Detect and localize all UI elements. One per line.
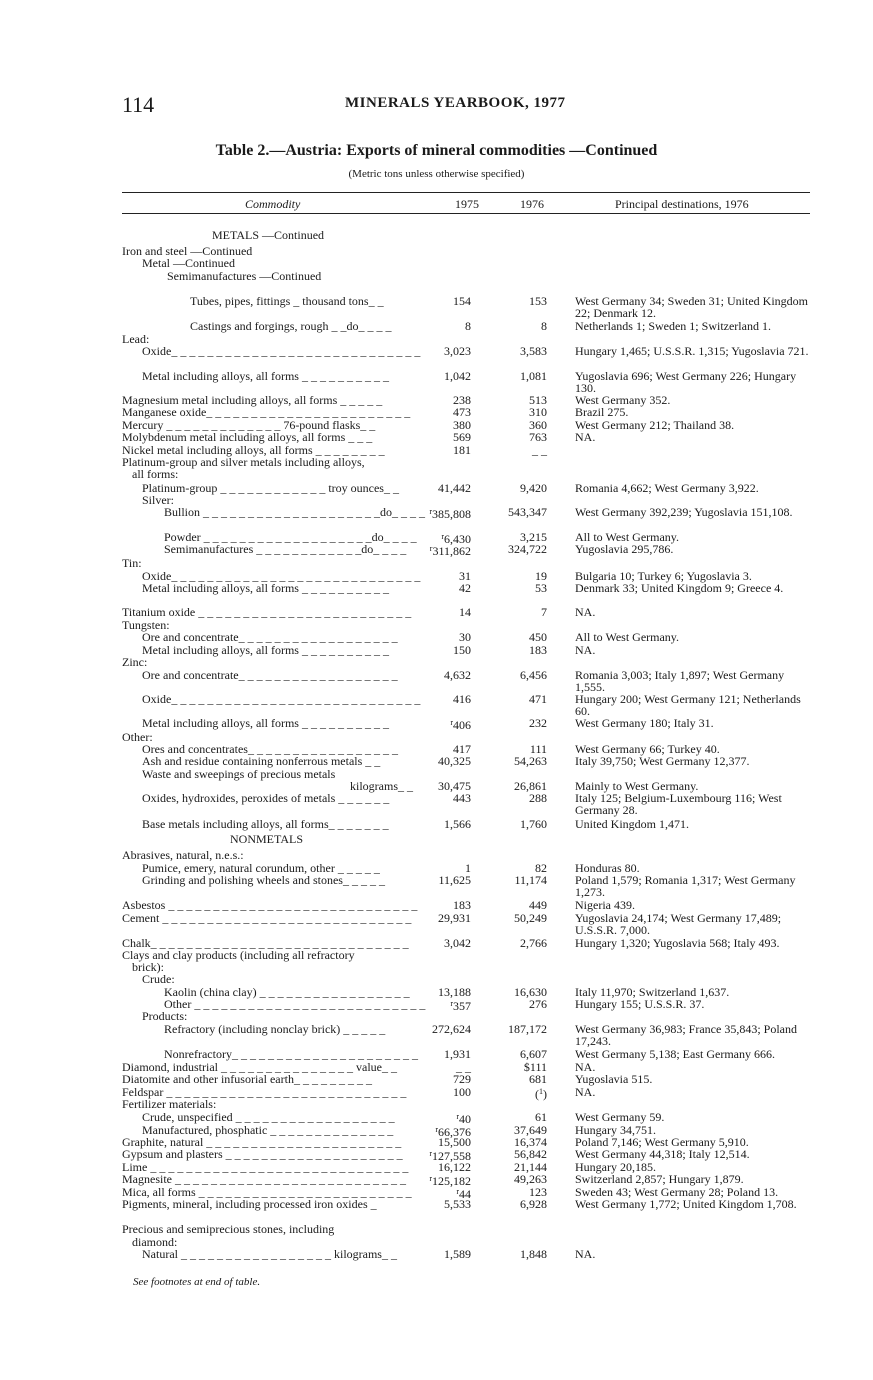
value-1975-cell: 473 <box>453 405 471 419</box>
commodity-cell: Refractory (including nonclay brick) _ _ _ _ _ <box>164 1022 386 1036</box>
value-1976-cell: 8 <box>541 319 547 333</box>
commodity-cell: all forms: <box>132 467 179 481</box>
commodity-cell: Semimanufactures —Continued <box>167 269 322 283</box>
commodity-cell: Precious and semiprecious stones, including <box>122 1222 335 1236</box>
value-1976-cell: 471 <box>529 692 547 706</box>
footnote-note: See footnotes at end of table. <box>133 1276 261 1288</box>
commodity-cell: Semimanufactures _ _ _ _ _ _ _ _ _ _ _ _do_ _ _ _ <box>164 542 407 556</box>
page-number: 114 <box>122 92 155 117</box>
value-1976-cell: 543,347 <box>508 505 547 519</box>
value-1975-cell: 42 <box>459 581 471 595</box>
destinations-cell: Hungary 155; U.S.S.R. 37. <box>575 997 705 1011</box>
commodity-cell: Platinum-group _ _ _ _ _ _ _ _ _ _ _ _ troy ounces_ _ <box>142 481 399 495</box>
value-1975-cell: 30,475 <box>438 779 471 793</box>
destinations-cell: Yugoslavia 295,786. <box>575 542 674 556</box>
destinations-cell: Denmark 33; United Kingdom 9; Greece 4. <box>575 581 784 595</box>
value-1975-cell: 238 <box>453 393 471 407</box>
commodity-cell: Fertilizer materials: <box>122 1097 217 1111</box>
value-1976-cell: 324,722 <box>508 542 547 556</box>
destinations-cell: Hungary 1,465; U.S.S.R. 1,315; Yugoslavia 721. <box>575 344 809 358</box>
commodity-cell: Gypsum and plasters _ _ _ _ _ _ _ _ _ _ _ _ _ _ _ _ _ _ _ _ <box>122 1147 403 1161</box>
commodity-cell: Ore and concentrate_ _ _ _ _ _ _ _ _ _ _ _ _ _ _ _ _ _ <box>142 668 398 682</box>
value-1976-cell: 37,649 <box>514 1123 547 1137</box>
value-1975-cell: 30 <box>459 630 471 644</box>
value-1976-cell: 1,760 <box>520 817 547 831</box>
commodity-cell: Castings and forgings, rough _ _do_ _ _ _ <box>190 319 392 333</box>
destinations-cell: West Germany 66; Turkey 40. <box>575 742 720 756</box>
commodity-cell: Clays and clay products (including all refractory <box>122 948 355 962</box>
value-1975-cell: 1,589 <box>444 1247 471 1261</box>
destinations-cell: West Germany 59. <box>575 1110 665 1124</box>
value-1976-cell: 3,215 <box>520 530 547 544</box>
commodity-cell: Chalk_ _ _ _ _ _ _ _ _ _ _ _ _ _ _ _ _ _ _ _ _ _ _ _ _ _ _ _ _ <box>122 936 409 950</box>
value-1975-cell: $^r$44 <box>456 1187 471 1201</box>
value-1975-cell: 29,931 <box>438 911 471 925</box>
destinations-cell: Honduras 80. <box>575 861 640 875</box>
value-1976-cell: 513 <box>529 393 547 407</box>
value-1975-cell: 14 <box>459 605 471 619</box>
value-1976-cell: 449 <box>529 898 547 912</box>
commodity-cell: Nonrefractory_ _ _ _ _ _ _ _ _ _ _ _ _ _ _ _ _ _ _ _ _ <box>164 1047 418 1061</box>
destinations-cell: NA. <box>575 1247 596 1261</box>
commodity-cell: Crude: <box>142 972 175 986</box>
value-1976-cell: 6,928 <box>520 1197 547 1211</box>
destinations-cell: Switzerland 2,857; Hungary 1,879. <box>575 1172 744 1186</box>
value-1975-cell: $^r$40 <box>456 1112 471 1126</box>
destinations-cell: West Germany 180; Italy 31. <box>575 716 714 730</box>
commodity-cell: Diatomite and other infusorial earth_ _ _ _ _ _ _ _ _ <box>122 1072 372 1086</box>
value-1976-cell: 232 <box>529 716 547 730</box>
destinations-cell: Hungary 20,185. <box>575 1160 656 1174</box>
destinations-cell: Romania 4,662; West Germany 3,922. <box>575 481 759 495</box>
value-1976-cell: 16,374 <box>514 1135 547 1149</box>
table-title: Table 2.—Austria: Exports of mineral commodities —Continued <box>215 142 658 159</box>
commodity-cell: Titanium oxide _ _ _ _ _ _ _ _ _ _ _ _ _ _ _ _ _ _ _ _ _ _ _ _ <box>122 605 412 619</box>
destinations-cell: Italy 39,750; West Germany 12,377. <box>575 754 750 768</box>
commodity-cell: Tin: <box>122 556 142 570</box>
value-1976-cell: 111 <box>529 742 547 756</box>
value-1975-cell: 1 <box>465 861 471 875</box>
commodity-cell: Base metals including alloys, all forms_ _ _ _ _ _ _ <box>142 817 389 831</box>
destinations-cell: Yugoslavia 24,174; West Germany 17,489; U.S.S.R. 7,000. <box>575 911 782 937</box>
commodity-cell: diamond: <box>132 1235 178 1249</box>
value-1975-cell: 154 <box>453 294 471 308</box>
commodity-cell: Oxide_ _ _ _ _ _ _ _ _ _ _ _ _ _ _ _ _ _ _ _ _ _ _ _ _ _ _ _ <box>142 569 421 583</box>
commodity-cell: Iron and steel —Continued <box>122 244 253 258</box>
value-1975-cell: $^r$406 <box>450 718 471 732</box>
commodity-cell: Magnesite _ _ _ _ _ _ _ _ _ _ _ _ _ _ _ _ _ _ _ _ _ _ _ _ _ _ <box>122 1172 406 1186</box>
destinations-cell: NA. <box>575 1060 596 1074</box>
value-1975-cell: $^r$125,182 <box>429 1174 471 1188</box>
value-1976-cell: 310 <box>529 405 547 419</box>
col-header-1976: 1976 <box>520 197 544 211</box>
destinations-cell: West Germany 212; Thailand 38. <box>575 418 735 432</box>
value-1975-cell: $^r$311,862 <box>429 544 471 558</box>
value-1975-cell: 380 <box>453 418 471 432</box>
value-1975-cell: 569 <box>453 430 471 444</box>
value-1976-cell: 11,174 <box>514 873 547 887</box>
destinations-cell: Hungary 1,320; Yugoslavia 568; Italy 493. <box>575 936 780 950</box>
value-1976-cell: 56,842 <box>514 1147 547 1161</box>
destinations-cell: NA. <box>575 605 596 619</box>
destinations-cell: West Germany 352. <box>575 393 671 407</box>
value-1976-cell: 6,456 <box>520 668 547 682</box>
running-head: MINERALS YEARBOOK, 1977 <box>345 95 566 111</box>
commodity-cell: Cement _ _ _ _ _ _ _ _ _ _ _ _ _ _ _ _ _ _ _ _ _ _ _ _ _ _ _ _ <box>122 911 412 925</box>
value-1976-cell: 54,263 <box>514 754 547 768</box>
destinations-cell: West Germany 5,138; East Germany 666. <box>575 1047 775 1061</box>
commodity-cell: Feldspar _ _ _ _ _ _ _ _ _ _ _ _ _ _ _ _ _ _ _ _ _ _ _ _ _ _ _ <box>122 1085 407 1099</box>
value-1976-cell: 183 <box>529 643 547 657</box>
value-1976-cell: 82 <box>535 861 547 875</box>
value-1975-cell: 31 <box>459 569 471 583</box>
value-1976-cell: 16,630 <box>514 985 547 999</box>
value-1975-cell: 150 <box>453 643 471 657</box>
destinations-cell: NA. <box>575 430 596 444</box>
destinations-cell: Romania 3,003; Italy 1,897; West Germany 1,555. <box>575 668 785 694</box>
destinations-cell: All to West Germany. <box>575 630 680 644</box>
destinations-cell: Nigeria 439. <box>575 898 635 912</box>
commodity-cell: Metal including alloys, all forms _ _ _ _ _ _ _ _ _ _ <box>142 581 389 595</box>
destinations-cell: NA. <box>575 1085 596 1099</box>
section-heading: METALS —Continued <box>212 228 325 242</box>
commodity-cell: Crude, unspecified _ _ _ _ _ _ _ _ _ _ _ _ _ _ _ _ _ _ <box>142 1110 395 1124</box>
destinations-cell: Netherlands 1; Sweden 1; Switzerland 1. <box>575 319 771 333</box>
value-1975-cell: 5,533 <box>444 1197 471 1211</box>
value-1975-cell: _ _ <box>456 1060 471 1074</box>
commodity-cell: Pigments, mineral, including processed iron oxides _ <box>122 1197 377 1211</box>
value-1975-cell: $^r$6,430 <box>441 532 471 546</box>
destinations-cell: West Germany 36,983; France 35,843; Poland 17,243. <box>575 1022 797 1048</box>
commodity-cell: Metal including alloys, all forms _ _ _ _ _ _ _ _ _ _ <box>142 716 389 730</box>
commodity-cell: Metal —Continued <box>142 256 235 270</box>
value-1976-cell: ($^1$) <box>535 1087 547 1101</box>
value-1976-cell: 6,607 <box>520 1047 547 1061</box>
value-1975-cell: $^r$385,808 <box>429 507 471 521</box>
value-1975-cell: 416 <box>453 692 471 706</box>
value-1976-cell: 1,081 <box>520 369 547 383</box>
value-1976-cell: 21,144 <box>514 1160 547 1174</box>
value-1975-cell: 11,625 <box>438 873 471 887</box>
commodity-cell: Lime _ _ _ _ _ _ _ _ _ _ _ _ _ _ _ _ _ _ _ _ _ _ _ _ _ _ _ _ _ <box>122 1160 409 1174</box>
value-1975-cell: 41,442 <box>438 481 471 495</box>
value-1975-cell: 15,500 <box>438 1135 471 1149</box>
commodity-cell: Lead: <box>122 332 150 346</box>
commodity-cell: Grinding and polishing wheels and stones_ _ _ _ _ <box>142 873 385 887</box>
col-header-commodity: Commodity <box>245 197 301 211</box>
commodity-cell: Bullion _ _ _ _ _ _ _ _ _ _ _ _ _ _ _ _ _ _ _ _do_ _ _ _ <box>164 505 426 519</box>
value-1975-cell: 729 <box>453 1072 471 1086</box>
section-heading: NONMETALS <box>230 832 304 846</box>
commodity-cell: Oxide_ _ _ _ _ _ _ _ _ _ _ _ _ _ _ _ _ _ _ _ _ _ _ _ _ _ _ _ <box>142 344 421 358</box>
commodity-cell: Magnesium metal including alloys, all forms _ _ _ _ _ <box>122 393 383 407</box>
commodity-cell: Nickel metal including alloys, all forms _ _ _ _ _ _ _ _ <box>122 443 385 457</box>
commodity-cell: Diamond, industrial _ _ _ _ _ _ _ _ _ _ _ _ _ _ _ value_ _ <box>122 1060 397 1074</box>
commodity-cell: Powder _ _ _ _ _ _ _ _ _ _ _ _ _ _ _ _ _ _ _do_ _ _ _ <box>164 530 417 544</box>
value-1976-cell: 1,848 <box>520 1247 547 1261</box>
value-1975-cell: 8 <box>465 319 471 333</box>
header-rule-top <box>122 192 810 193</box>
value-1975-cell: $^r$127,558 <box>429 1149 471 1163</box>
commodity-cell: Pumice, emery, natural corundum, other _ _ _ _ _ <box>142 861 380 875</box>
value-1975-cell: 3,042 <box>444 936 471 950</box>
destinations-cell: Yugoslavia 515. <box>575 1072 653 1086</box>
value-1976-cell: 763 <box>529 430 547 444</box>
value-1975-cell: 1,042 <box>444 369 471 383</box>
commodity-cell: Ash and residue containing nonferrous metals _ _ <box>142 754 381 768</box>
value-1975-cell: $^r$66,376 <box>435 1125 471 1139</box>
commodity-cell: Graphite, natural _ _ _ _ _ _ _ _ _ _ _ _ _ _ _ _ _ _ _ _ _ _ <box>122 1135 402 1149</box>
commodity-cell: brick): <box>132 960 164 974</box>
value-1975-cell: 16,122 <box>438 1160 471 1174</box>
value-1975-cell: 13,188 <box>438 985 471 999</box>
value-1976-cell: 19 <box>535 569 547 583</box>
value-1976-cell: 450 <box>529 630 547 644</box>
destinations-cell: Sweden 43; West Germany 28; Poland 13. <box>575 1185 779 1199</box>
value-1976-cell: 3,583 <box>520 344 547 358</box>
commodity-cell: Manganese oxide_ _ _ _ _ _ _ _ _ _ _ _ _ _ _ _ _ _ _ _ _ _ _ <box>122 405 411 419</box>
destinations-cell: All to West Germany. <box>575 530 680 544</box>
destinations-cell: Mainly to West Germany. <box>575 779 699 793</box>
value-1975-cell: 100 <box>453 1085 471 1099</box>
destinations-cell: West Germany 34; Sweden 31; United Kingdom 22; Denmark 12. <box>575 294 808 320</box>
commodity-cell: Platinum-group and silver metals including alloys, <box>122 455 365 469</box>
commodity-cell: Waste and sweepings of precious metals <box>142 767 336 781</box>
commodity-cell: Ores and concentrates_ _ _ _ _ _ _ _ _ _ _ _ _ _ _ _ _ <box>142 742 398 756</box>
destinations-cell: Italy 125; Belgium-Luxembourg 116; West Germany 28. <box>575 791 782 817</box>
commodity-cell: Oxides, hydroxides, peroxides of metals _ _ _ _ _ _ <box>142 791 390 805</box>
commodity-cell: Silver: <box>142 493 174 507</box>
destinations-cell: Yugoslavia 696; West Germany 226; Hungary 130. <box>575 369 797 395</box>
destinations-cell: Hungary 34,751. <box>575 1123 656 1137</box>
value-1975-cell: 4,632 <box>444 668 471 682</box>
commodity-cell: kilograms_ _ <box>350 779 413 793</box>
commodity-cell: Zinc: <box>122 655 148 669</box>
value-1975-cell: 40,325 <box>438 754 471 768</box>
commodity-cell: Kaolin (china clay) _ _ _ _ _ _ _ _ _ _ _ _ _ _ _ _ _ <box>164 985 410 999</box>
destinations-cell: Poland 7,146; West Germany 5,910. <box>575 1135 749 1149</box>
destinations-cell: Brazil 275. <box>575 405 629 419</box>
destinations-cell: Bulgaria 10; Turkey 6; Yugoslavia 3. <box>575 569 752 583</box>
commodity-cell: Metal including alloys, all forms _ _ _ _ _ _ _ _ _ _ <box>142 369 389 383</box>
value-1975-cell: 1,931 <box>444 1047 471 1061</box>
commodity-cell: Molybdenum metal including alloys, all forms _ _ _ <box>122 430 373 444</box>
value-1976-cell: 26,861 <box>514 779 547 793</box>
value-1975-cell: 1,566 <box>444 817 471 831</box>
value-1976-cell: 153 <box>529 294 547 308</box>
commodity-cell: Tungsten: <box>122 618 170 632</box>
value-1975-cell: 183 <box>453 898 471 912</box>
commodity-cell: Other: <box>122 730 153 744</box>
header-rule-bottom <box>122 213 810 214</box>
destinations-cell: West Germany 44,318; Italy 12,514. <box>575 1147 750 1161</box>
value-1976-cell: 53 <box>535 581 547 595</box>
commodity-cell: Mica, all forms _ _ _ _ _ _ _ _ _ _ _ _ _ _ _ _ _ _ _ _ _ _ _ _ <box>122 1185 412 1199</box>
value-1976-cell: 7 <box>541 605 547 619</box>
value-1976-cell: 681 <box>529 1072 547 1086</box>
value-1976-cell: 276 <box>529 997 547 1011</box>
commodity-cell: Abrasives, natural, n.e.s.: <box>122 848 244 862</box>
destinations-cell: NA. <box>575 643 596 657</box>
commodity-cell: Metal including alloys, all forms _ _ _ _ _ _ _ _ _ _ <box>142 643 389 657</box>
value-1976-cell: 49,263 <box>514 1172 547 1186</box>
value-1976-cell: 360 <box>529 418 547 432</box>
value-1976-cell: $111 <box>523 1060 547 1074</box>
value-1976-cell: 2,766 <box>520 936 547 950</box>
commodity-cell: Other _ _ _ _ _ _ _ _ _ _ _ _ _ _ _ _ _ _ _ _ _ _ _ _ _ _ <box>164 997 426 1011</box>
commodity-cell: Manufactured, phosphatic _ _ _ _ _ _ _ _ _ _ _ _ _ _ <box>142 1123 394 1137</box>
value-1976-cell: 123 <box>529 1185 547 1199</box>
value-1976-cell: _ _ <box>532 443 547 457</box>
value-1975-cell: 272,624 <box>432 1022 471 1036</box>
commodity-cell: Asbestos _ _ _ _ _ _ _ _ _ _ _ _ _ _ _ _ _ _ _ _ _ _ _ _ _ _ _ _ <box>122 898 418 912</box>
commodity-cell: Products: <box>142 1009 188 1023</box>
destinations-cell: West Germany 392,239; Yugoslavia 151,108. <box>575 505 793 519</box>
value-1975-cell: 181 <box>453 443 471 457</box>
value-1976-cell: 50,249 <box>514 911 547 925</box>
commodity-cell: Natural _ _ _ _ _ _ _ _ _ _ _ _ _ _ _ _ _ kilograms_ _ <box>142 1247 397 1261</box>
commodity-cell: Tubes, pipes, fittings _ thousand tons_ _ <box>190 294 384 308</box>
table-subtitle: (Metric tons unless otherwise specified) <box>348 168 525 180</box>
value-1976-cell: 61 <box>535 1110 547 1124</box>
destinations-cell: United Kingdom 1,471. <box>575 817 689 831</box>
value-1975-cell: 443 <box>453 791 471 805</box>
value-1975-cell: $^r$357 <box>450 999 471 1013</box>
value-1976-cell: 288 <box>529 791 547 805</box>
destinations-cell: West Germany 1,772; United Kingdom 1,708. <box>575 1197 797 1211</box>
col-header-destinations: Principal destinations, 1976 <box>615 197 749 211</box>
value-1976-cell: 187,172 <box>508 1022 547 1036</box>
commodity-cell: Ore and concentrate_ _ _ _ _ _ _ _ _ _ _ _ _ _ _ _ _ _ <box>142 630 398 644</box>
destinations-cell: Italy 11,970; Switzerland 1,637. <box>575 985 730 999</box>
value-1975-cell: 3,023 <box>444 344 471 358</box>
commodity-cell: Mercury _ _ _ _ _ _ _ _ _ _ _ _ _ 76-pound flasks_ _ <box>122 418 376 432</box>
destinations-cell: Poland 1,579; Romania 1,317; West Germany 1,273. <box>575 873 796 899</box>
destinations-cell: Hungary 200; West Germany 121; Netherlands 60. <box>575 692 801 718</box>
col-header-1975: 1975 <box>455 197 479 211</box>
value-1976-cell: 9,420 <box>520 481 547 495</box>
commodity-cell: Oxide_ _ _ _ _ _ _ _ _ _ _ _ _ _ _ _ _ _ _ _ _ _ _ _ _ _ _ _ <box>142 692 421 706</box>
value-1975-cell: 417 <box>453 742 471 756</box>
